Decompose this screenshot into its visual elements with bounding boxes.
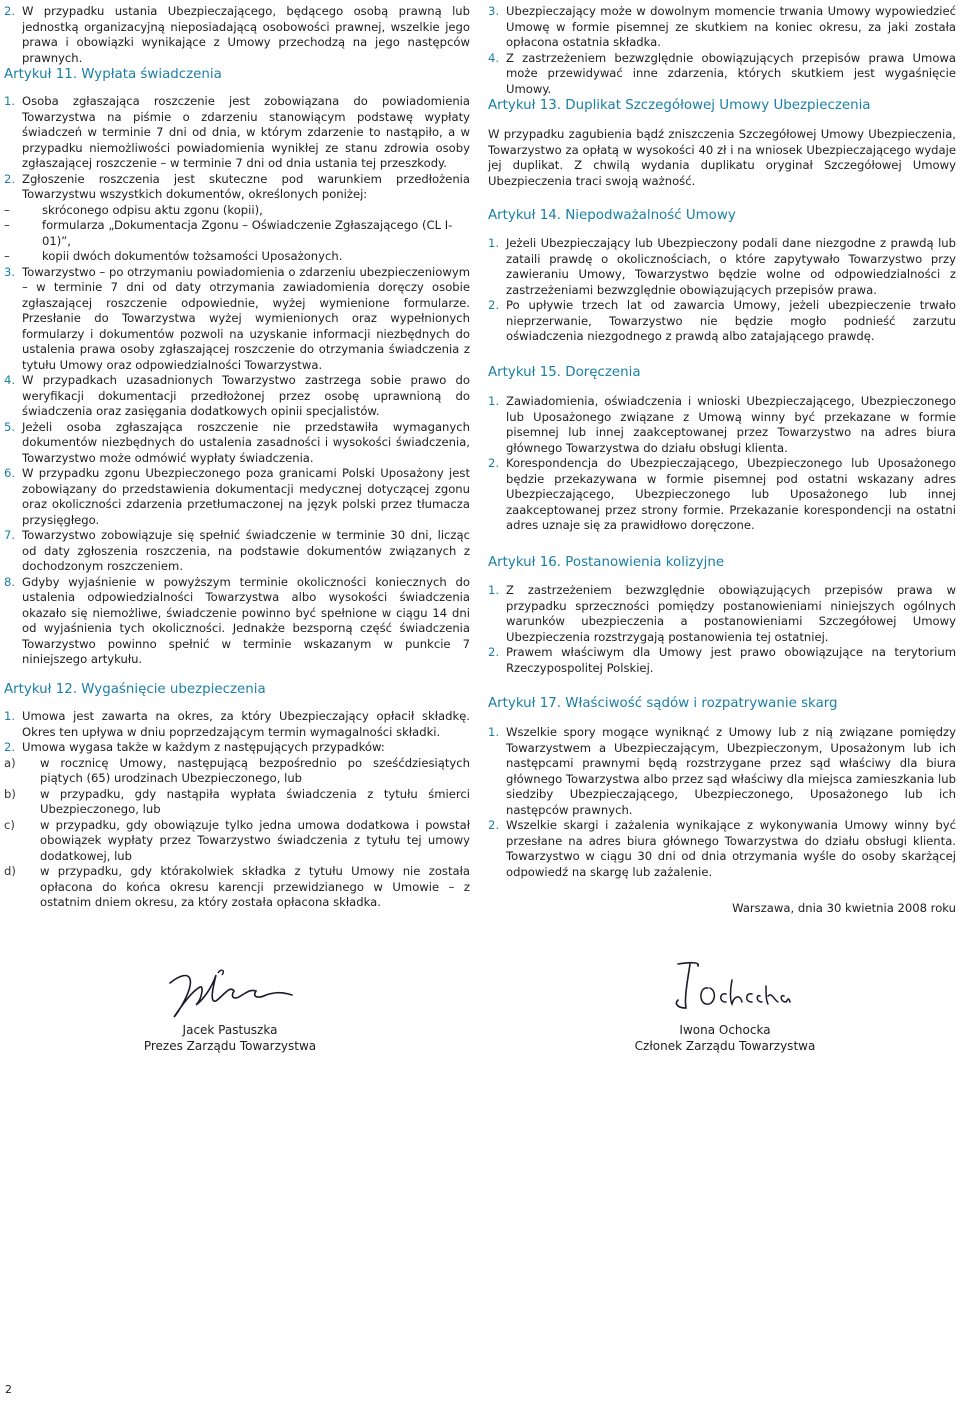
art10-item-2 [4, 4, 470, 66]
dash-text: skróconego odpisu aktu zgonu (kopii), [42, 202, 263, 217]
item-number: 2. [488, 456, 500, 470]
art11-item-3 [4, 265, 470, 374]
art11-item-2 [4, 172, 470, 203]
item-number: 1. [4, 709, 16, 723]
art17-heading: Artykuł 17. Właściwość sądów i rozpatrywanie skarg [488, 696, 838, 711]
item-text: Umowa jest zawarta na okres, za który Ubezpieczający opłacił składkę. Okres ten upływa w dniu poprzedzającym termin wymagalności składki. [22, 709, 470, 739]
art11-dash-3 [4, 249, 470, 265]
art14-item-2 [488, 298, 956, 345]
item-number: 1. [488, 394, 500, 408]
item-number: 2. [488, 818, 500, 832]
item-number: 4. [488, 50, 500, 65]
art14-item-1 [488, 236, 956, 298]
item-text: Umowa wygasa także w każdym z następujących przypadków: [22, 740, 385, 754]
item-text: Jeżeli osoba zgłaszająca roszczenie nie przedstawiła wymaganych dokumentów niezbędnych do ustalenia zasadności i wysokości świadczenia, Towarzystwo może odmówić wypłaty świadczenia. [22, 419, 470, 465]
signature-block-right [625, 1022, 825, 1054]
signatory-role: Prezes Zarządu Towarzystwa [143, 1039, 317, 1053]
dash-text: formularza „Dokumentacja Zgonu – Oświadczenie Zgłaszającego (CL I-01)”, [42, 218, 453, 248]
item-number: 3. [488, 4, 500, 18]
item-text: Wszelkie spory mogące wyniknąć z Umowy lub z nią związane pomiędzy Towarzystwem a Ubezpieczającym, Ubezpieczonym, Uposażonym lub ich następcami prawnymi będą rozstrzygane przez sąd właściwy dla biura głównego Towarzystwa albo przez sąd właściwy dla miejsca zamieszkania lub siedziby Ubezpieczającego, Ubezpieczonego, Uposażonego lub ich następców prawnych. [506, 725, 956, 817]
page-number: 2 [5, 1383, 12, 1396]
item-number: 2. [488, 645, 500, 659]
art13-heading: Artykuł 13. Duplikat Szczegółowej Umowy Ubezpieczenia [488, 98, 871, 113]
art11-item-5 [4, 420, 470, 467]
art12-continued [488, 4, 956, 97]
item-number: 8. [4, 574, 16, 589]
item-number: 2. [4, 740, 16, 754]
item-number: 2. [488, 298, 500, 312]
art11-item-6 [4, 466, 470, 528]
art11-body [4, 94, 470, 668]
item-text: W przypadku zgonu Ubezpieczonego poza granicami Polski Uposażony jest zobowiązany do przedstawienia dokumentacji medycznej dotyczącej zgonu oraz okoliczności zdarzenia przetłumaczonej na język polski przez tłumacza przysięgłego. [22, 466, 470, 527]
signatory-name: Jacek Pastuszka [182, 1023, 278, 1037]
signature-ochocka-image [660, 958, 800, 1018]
item-number: 1. [488, 583, 500, 597]
art12-item-2 [4, 740, 470, 756]
item-number: 4. [4, 373, 16, 387]
art16-heading: Artykuł 16. Postanowienia kolizyjne [488, 555, 725, 570]
item-text: Korespondencja do Ubezpieczającego, Ubezpieczonego lub Uposażonego będzie przekazywana w formie pisemnej pod ostatni wskazany adres Ubezpieczającego, Ubezpieczonego lub Uposażonego lub innej zaakceptowanej przez strony formie. Przekazanie korespondencji na ostatni adres uznaje się za prawidłowo doręczone. [506, 456, 956, 532]
item-text: Jeżeli Ubezpieczający lub Ubezpieczony podali dane niezgodne z prawdą lub zataili prawdę o okolicznościach, o które zapytywało Towarzystwo przy zawieraniu Umowy, Towarzystwo będzie wolne od odpowiedzialności z zastrzeżeniami bezwzględnie obowiązujących przepisów prawa. [506, 236, 956, 297]
item-text: Towarzystwo – po otrzymaniu powiadomienia o zdarzeniu ubezpieczeniowym – w terminie 7 dni od daty otrzymania zawiadomienia doręczy osobie zgłaszającej roszczenie odpowiednie, wyżej wymienione formularze. Przesłanie do Towarzystwa wyżej wymienionych oraz wypełnionych formularzy i dokumentów pozwoli na uzyskanie informacji niezbędnych do ustalenia prawa osoby zgłaszającej roszczenie do otrzymania świadczenia z tytułu Umowy oraz odpowiedzialności Towarzystwa. [22, 264, 470, 372]
art12-item-4 [488, 51, 956, 98]
art17-item-2 [488, 818, 956, 880]
item-number: 2. [4, 171, 16, 186]
item-text: Po upływie trzech lat od zawarcia Umowy, jeżeli ubezpieczenie trwało nieprzerwanie, Towarzystwo nie będzie mogło podnieść zarzutu oświadczenia niezgodnego z prawdą albo zatajającego prawdę. [506, 298, 956, 343]
date-line: Warszawa, dnia 30 kwietnia 2008 roku [732, 901, 956, 915]
art15-heading: Artykuł 15. Doręczenia [488, 365, 641, 380]
item-text: Z zastrzeżeniem bezwzględnie obowiązujących przepisów prawa Umowa może przewidywać inne zdarzenia, których skutkiem jest wygaśnięcie Umowy. [506, 50, 956, 96]
signatory-role: Członek Zarządu Towarzystwa [634, 1039, 816, 1053]
art14-heading: Artykuł 14. Niepodważalność Umowy [488, 208, 736, 223]
item-text: Zgłoszenie roszczenia jest skuteczne pod warunkiem przedłożenia Towarzystwu wszystkich dokumentów, określonych poniżej: [22, 171, 470, 201]
art11-dash-2 [4, 218, 470, 249]
signature-block-left [130, 1022, 330, 1054]
sub-text: w rocznicę Umowy, następującą bezpośrednio po sześćdziesiątych piątych (65) urodzinach Ubezpieczonego, lub [40, 755, 470, 785]
item-text: Zawiadomienia, oświadczenia i wnioski Ubezpieczającego, Ubezpieczonego lub Uposażonego związane z Umową winny być przekazane w formie pisemnej lub innej zaakceptowanej przez Towarzystwo na adres biura głównego Towarzystwa do działu obsługi klienta. [506, 394, 956, 455]
art11-item-8 [4, 575, 470, 668]
art11-item-1 [4, 94, 470, 172]
art13-text: W przypadku zagubienia bądź zniszczenia Szczegółowej Umowy Ubezpieczenia, Towarzystwo za opłatą w wysokości 40 zł i na wniosek Ubezpieczającego wydaje jej duplikat. Z chwilą wydania duplikatu oryginał Szczegółowej Umowy Ubezpieczenia traci swoją ważność. [488, 127, 956, 188]
item-text: Ubezpieczający może w dowolnym momencie trwania Umowy wypowiedzieć Umowę w formie pisemnej ze skutkiem na koniec okresu, za jaki została opłacona ostatnia składka. [506, 4, 956, 49]
art12-body [4, 709, 470, 911]
signatory-name: Iwona Ochocka [679, 1023, 771, 1037]
item-text: W przypadku ustania Ubezpieczającego, będącego osobą prawną lub jednostką organizacyjną nieposiadającą osobowości prawnej, wszelkie jego prawa i obowiązki wynikające z Umowy przechodzą na jego następców prawnych. [22, 4, 470, 65]
sub-text: w przypadku, gdy którakolwiek składka z tytułu Umowy nie została opłacona do końca okresu karencji przewidzianego w Umowie – z ostatnim dniem okresu, za który została opłacona składka. [40, 864, 470, 909]
dash-mark: – [4, 249, 10, 263]
item-number: 5. [4, 419, 16, 434]
sub-mark: b) [4, 786, 16, 801]
art15-body [488, 394, 956, 534]
art12-heading: Artykuł 12. Wygaśnięcie ubezpieczenia [4, 682, 266, 697]
art16-item-2 [488, 645, 956, 676]
sub-mark: a) [4, 755, 16, 770]
item-number: 7. [4, 528, 16, 542]
signature-pastuszka [160, 965, 310, 1025]
dash-mark: – [4, 202, 10, 217]
art12-item-1 [4, 709, 470, 740]
art12-sub-a [4, 756, 470, 787]
sub-mark: d) [4, 864, 16, 878]
art12-sub-c [4, 818, 470, 865]
art11-item-7 [4, 528, 470, 575]
art14-body [488, 236, 956, 345]
dash-text: kopii dwóch dokumentów tożsamości Uposażonych. [42, 249, 343, 263]
art16-item-1 [488, 583, 956, 645]
sub-mark: c) [4, 817, 15, 832]
signature-pastuszka-image [160, 965, 310, 1025]
item-number: 3. [4, 264, 16, 279]
item-text: Wszelkie skargi i zażalenia wynikające z wykonywania Umowy winny być przesłane na adres biura głównego Towarzystwa do działu obsługi klienta. Towarzystwo w ciągu 30 dni od dnia otrzymania wyśle do osoby skarżącej odpowiedź na skargę lub zażalenie. [506, 818, 956, 879]
sub-text: w przypadku, gdy obowiązuje tylko jedna umowa dodatkowa i powstał obowiązek wypłaty przez Towarzystwo świadczenia z tytułu tej umowy dodatkowej, lub [40, 817, 470, 863]
art17-body [488, 725, 956, 880]
item-text: Prawem właściwym dla Umowy jest prawo obowiązujące na terytorium Rzeczypospolitej Polskiej. [506, 645, 956, 675]
item-number: 2. [4, 4, 16, 18]
art11-heading: Artykuł 11. Wypłata świadczenia [4, 67, 222, 82]
item-number: 1. [488, 725, 500, 739]
art11-dash-1 [4, 203, 470, 219]
item-number: 1. [4, 94, 16, 108]
item-text: Z zastrzeżeniem bezwzględnie obowiązujących przepisów prawa w przypadku sprzeczności pomiędzy postanowieniami niniejszych ogólnych warunków ubezpieczenia a postanowieniami Szczegółowej Umowy Ubezpieczenia rozstrzygają postanowienia tej ostatniej. [506, 583, 956, 644]
art17-item-1 [488, 725, 956, 818]
art15-item-1 [488, 394, 956, 456]
item-text: Towarzystwo zobowiązuje się spełnić świadczenie w terminie 30 dni, licząc od daty zgłoszenia roszczenia, na podstawie dokumentów związanych z dochodzonym roszczeniem. [22, 528, 470, 573]
art12-item-3 [488, 4, 956, 51]
art12-sub-b [4, 787, 470, 818]
art12-sub-d [4, 864, 470, 911]
item-number: 1. [488, 236, 500, 250]
item-text: Osoba zgłaszająca roszczenie jest zobowiązana do powiadomienia Towarzystwa na piśmie o zdarzeniu stanowiącym podstawę wypłaty świadczeń w terminie 7 dni od dnia, w którym zdarzenie to nastąpiło, a w przypadku niemożliwości powiadomienia wynikłej ze stanu zdrowia osoby zgłaszającej roszczenie – w terminie 7 dni od dnia ustania tej przeszkody. [22, 94, 470, 170]
item-text: Gdyby wyjaśnienie w powyższym terminie okoliczności koniecznych do ustalenia odpowiedzialności Towarzystwa albo wysokości świadczenia okazało się niemożliwe, świadczenie powinno być spełnione w ciągu 14 dni od wyjaśnienia tych okoliczności. Jednakże bezsporną część świadczenia Towarzystwo powinno spełnić w terminie wskazanym w punkcie 7 niniejszego artykułu. [22, 574, 470, 666]
item-number: 6. [4, 466, 16, 480]
art15-item-2 [488, 456, 956, 534]
art16-body [488, 583, 956, 676]
sub-text: w przypadku, gdy nastąpiła wypłata świadczenia z tytułu śmierci Ubezpieczonego, lub [40, 786, 470, 816]
item-text: W przypadkach uzasadnionych Towarzystwo zastrzega sobie prawo do weryfikacji dokumentacji przedłożonej przez osobę uprawnioną do świadczenia oraz zasięgania dodatkowych opinii specjalistów. [22, 373, 470, 418]
signature-ochocka [660, 958, 800, 1018]
dash-mark: – [4, 218, 10, 232]
art11-item-4 [4, 373, 470, 420]
